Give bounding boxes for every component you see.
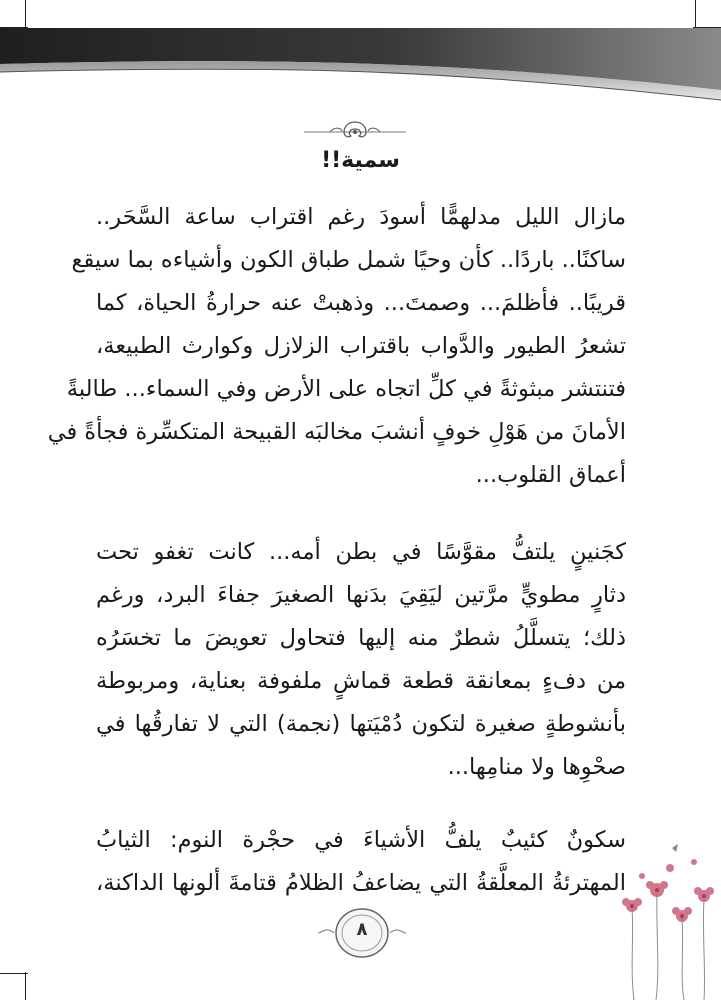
paragraph-2 [96,531,626,789]
crop-mark [25,972,26,1000]
text-line: صحْوِها ولا منامِها... [447,754,626,780]
text-line: تشعرُ الطيور والدَّواب باقتراب الزلازل وكوارث الطبيعة، [96,333,626,359]
text-line: قريبًا.. فأظلمَ... وصمتَ... وذهبتْ عنه حرارةُ الحياة، كما [96,290,626,316]
text-line: فتنتشر مبثوثةً في كلِّ اتجاه على الأرض وفي السماء... طالبةً [66,376,626,402]
page-title: سمية!! [321,148,400,173]
text-line: المهترئةُ المعلَّقةُ التي يضاعفُ الظلامُ قتامةَ ألونها الداكنة، [96,870,626,896]
page-number-badge [318,902,406,964]
paragraph-3 [96,819,626,905]
ornament-icon [300,118,410,142]
paragraph-1 [47,196,626,497]
text-line: كجَنينٍ يلتفُّ مقوَّسًا في بطن أمه... كانت تغفو تحت [96,539,626,565]
text-line: مازال الليل مدلهمًّا أسودَ رغم اقتراب ساعة السَّحَر.. [96,204,626,230]
text-line: ذلك؛ يتسلَّلُ شطرٌ منه إليها فتحاول تعويضَ ما تخسَرُه [96,625,626,651]
header-band [0,0,721,110]
text-line: سكونٌ كئيبٌ يلفُّ الأشياءَ في حجْرة النوم: الثيابُ [96,827,626,853]
text-line: دثارٍ مطويٍّ مرَّتين ليَقِيَ بدَنها الصغيرَ جفاءَ البرد، ورغم [96,582,626,608]
text-line: بأنشوطةٍ صغيرة لتكون دُمْيَتها (نجمة) التي لا تفارقُها في [96,711,626,737]
text-line: من دفءٍ بمعانقة قطعة قماشٍ ملفوفة بعناية، ومربوطة [96,668,626,694]
flowers-icon [612,838,721,1000]
page-number: ٨ [356,919,368,940]
text-line: أعماق القلوب... [475,462,626,488]
crop-mark [0,973,28,974]
text-line: ساكنًا.. باردًا.. كأن وحيًا شمل طباق الكون وأشياءه بما سيقع [71,247,626,273]
text-line: الأمانَ من هَوْلِ خوفٍ أنشبَ مخالبَه القبيحة المتكسِّرة فجأةً في [47,419,626,445]
